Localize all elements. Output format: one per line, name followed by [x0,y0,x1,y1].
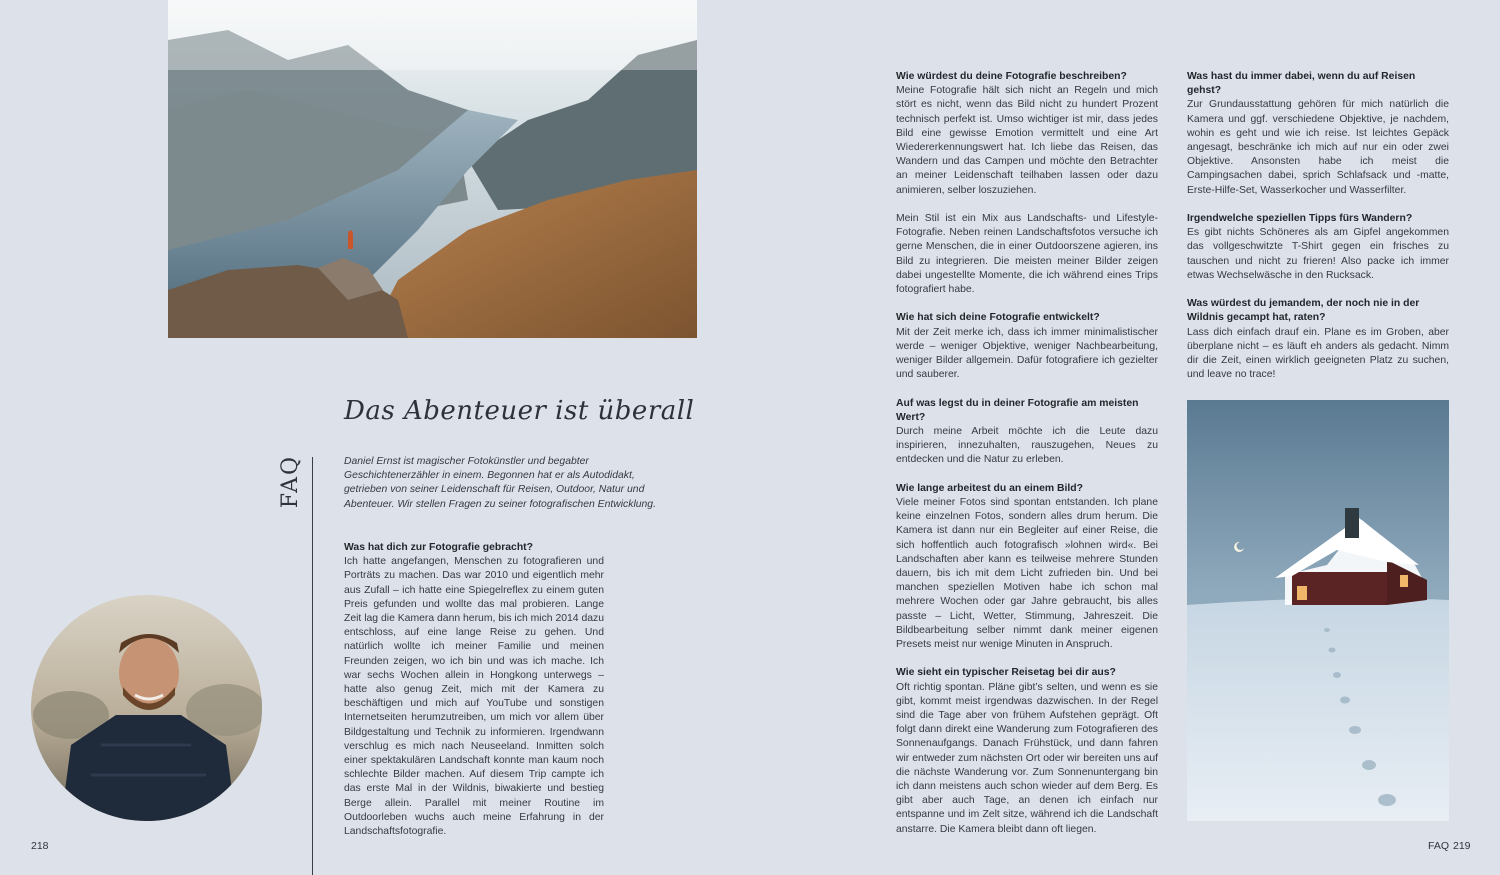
question: Wie würdest du deine Fotografie beschreiben? [896,71,1127,82]
left-qa-column [344,541,604,853]
folio-section-label: FAQ [1428,840,1450,852]
page-number-right: 219 [1453,840,1471,852]
question: Was hast du immer dabei, wenn du auf Reisen gehst? [1187,71,1416,97]
answer: Ich hatte angefangen, Menschen zu fotografieren und Porträts zu machen. Das war 2010 und eigentlich mehr aus Zufall – ich hatte eine Spiegelreflex zu einem guten Preis gefunden und wollte das mal probieren. Lange Zeit lag die Kamera dann herum, bis ich mich 2014 dazu entschloss, auf eine lange Reise zu gehen. Und natürlich wollte ich meiner Familie und meinen Freunden zeigen, wo ich bin und was ich mache. Ich war sechs Wochen allein in Hongkong unterwegs – hatte also genug Zeit, mich mit der Kamera zu beschäftigen und mich auf YouTube und sonstigen Internetseiten herumzutreiben, um mich vor allem über Bildgestaltung und Technik zu informieren. Irgendwann verschlug es mich nach Neuseeland. Inmitten solch einer spektakulären Landschaft konnte man kaum noch schlechte Bilder machen. Auf diesem Trip campte ich das erste Mal in der Wildnis, biwakierte und bestieg Berge allein. Parallel mit meiner Routine im Outdoorleben wuchs auch meine Erfahrung in der Landschaftsfotografie. [344,556,604,838]
question: Wie lange arbeitest du an einem Bild? [896,482,1083,494]
faq-vertical-label: FAQ [278,455,303,509]
question: Was hat dich zur Fotografie gebracht? [344,542,533,553]
question: Auf was legst du in deiner Fotografie am meisten Wert? [896,397,1139,423]
snow-cabin-photo [1187,400,1449,821]
answer: Es gibt nichts Schöneres als am Gipfel angekommen das vollgeschwitzte T-Shirt gegen ein frisches zu tauschen und nicht zu frieren! Also packe ich immer etwas Wechselwäsche in den Rucksack. [1187,227,1449,281]
question: Was würdest du jemandem, der noch nie in der Wildnis gecampt hat, raten? [1187,298,1420,324]
question: Wie sieht ein typischer Reisetag bei dir aus? [896,667,1116,679]
answer: Viele meiner Fotos sind spontan entstanden. Ich plane keine einzelnen Fotos, sondern alles drum herum. Die Kamera ist dann nur ein Begleiter auf einer Reise, die sich hoffentlich auch fotografisch »lohnen wird«. Bei Landschaften aber kann es teilweise mehrere Stunden dauern, bis ich mit dem Licht zufrieden bin. Und bei manchen speziellen Motiven habe ich schon mal mehrere Wochen oder gar Jahre gebraucht, bis alles passte – Licht, Wetter, Stimmung, Jahreszeit. Die Bildbearbeitung selber nimmt dank meiner eigenen Presets meist nur wenige Minuten in Anspruch. [896,497,1158,651]
answer: Oft richtig spontan. Pläne gibt’s selten, und wenn es sie gibt, kommt meist irgendwas dazwischen. In der Regel sind die Tage aber von frühem Aufstehen geprägt. Oft folgt dann direkt eine Wanderung zum Fotografieren des Sonnenaufgangs. Danach Frühstück, und dann fahren wir entweder zum nächsten Ort oder wir bereiten uns auf die nächste Wanderung vor. Zum Sonnenuntergang bin ich dann meistens auch schon wieder auf dem Berg. Es gibt aber auch Tage, an denen ich einfach nur entspanne und im Zelt sitze, während ich die Landschaft anstarre. Die Kamera bleibt dann oft liegen. [896,681,1158,835]
spread-gutter [750,0,751,875]
answer: Meine Fotografie hält sich nicht an Regeln und mich stört es nicht, wenn das Bild nicht zu hundert Prozent technisch perfekt ist. Umso wichtiger ist mir, dass jedes Bild eine gewisse Emotion vermittelt und eine Art Wiedererkennungswert hat. Ich liebe das Reisen, das Wandern und das Campen und möchte den Betrachter an meiner Leidenschaft teilhaben lassen oder dazu animieren, selber loszuziehen. [896,85,1158,196]
answer: Mein Stil ist ein Mix aus Landschafts- und Lifestyle-Fotografie. Neben reinen Landschaftsfotos versuche ich gerne Menschen, die in einer Outdoorszene agieren, ins Bild zu integrieren. Die meisten meiner Bilder zeigen dabei ungestellte Momente, die ich während eines Trips fotografiert habe. [896,213,1158,296]
fjord-photo [168,0,697,338]
answer: Durch meine Arbeit möchte ich die Leute dazu inspirieren, innezuhalten, rauszugehen, Neues zu entdecken und die Natur zu erleben. [896,426,1158,466]
article-intro: Daniel Ernst ist magischer Fotokünstler und begabter Geschichtenerzähler in einem. Begonnen hat er als Autodidakt, getrieben von seiner Leidenschaft für Reisen, Outdoor, Natur und Abenteuer. Wir stellen Fragen zu seiner fotografischen Entwicklung. [344,456,656,510]
portrait-photo [31,595,262,821]
answer: Zur Grundausstattung gehören für mich natürlich die Kamera und ggf. verschiedene Objektive, je nachdem, wohin es geht und wie ich reise. Ist leichtes Gepäck angesagt, beschränke ich mich auf nur ein oder zwei Objektive. Ansonsten habe ich meist die Campingsachen dabei, sprich Schlafsack und -matte, Erste-Hilfe-Set, Wasserkocher und Wasserfilter. [1187,99,1449,196]
answer: Mit der Zeit merke ich, dass ich immer minimalistischer werde – weniger Objektive, weniger Nachbearbeitung, weniger Bilder allgemein. Dafür fotografiere ich gezielter und sauberer. [896,326,1158,381]
right-qa-column-2 [1187,70,1449,397]
faq-vertical-rule [312,457,313,875]
article-headline: Das Abenteuer ist überall [344,396,695,426]
right-qa-column-1 [896,70,1158,851]
answer: Lass dich einfach drauf ein. Plane es im Groben, aber überplane nicht – es läuft eh anders als gedacht. Nimm dir die Zeit, einen wirklich geeigneten Platz zu suchen, und leave no trace! [1187,326,1449,381]
page-number-left: 218 [31,840,49,852]
question: Irgendwelche speziellen Tipps fürs Wandern? [1187,213,1413,225]
question: Wie hat sich deine Fotografie entwickelt? [896,312,1100,324]
